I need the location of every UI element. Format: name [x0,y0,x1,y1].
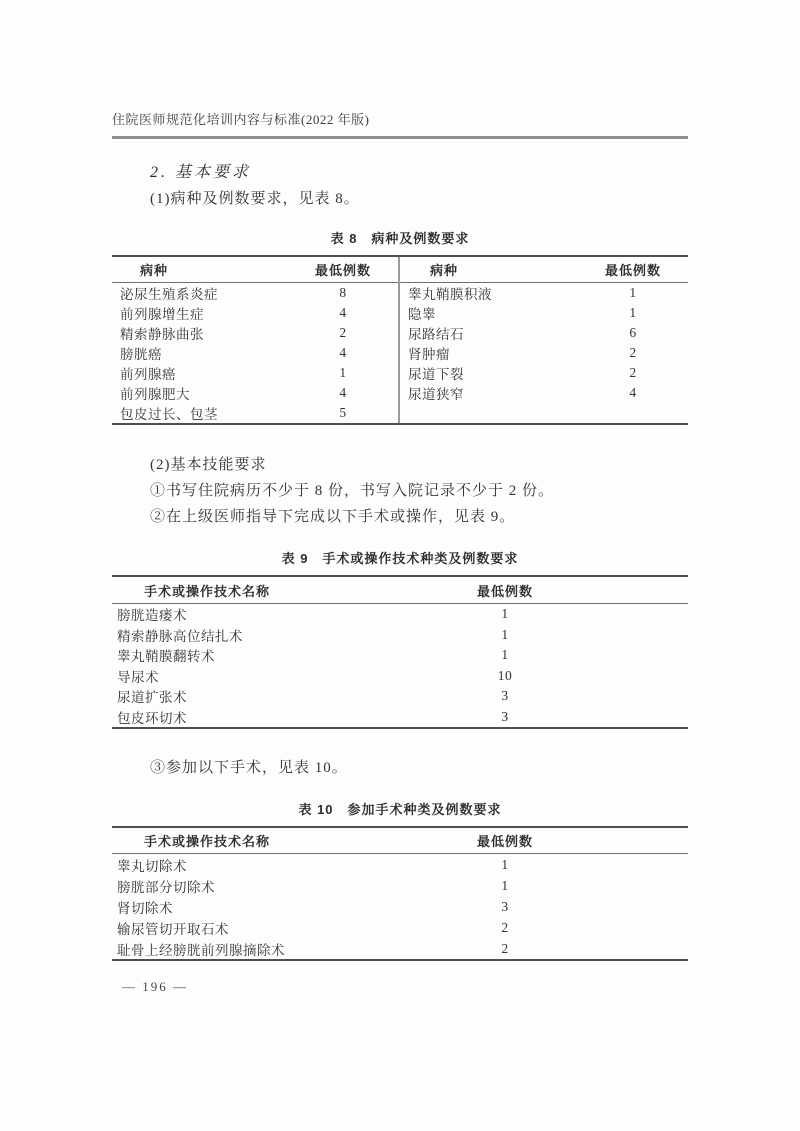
disease-name: 膀胱癌 [120,347,162,362]
table-row [112,604,688,625]
disease-name: 隐睾 [408,307,436,322]
disease-name: 前列腺癌 [120,367,176,382]
min-cases-value: 1 [501,856,509,872]
column-header-min-cases: 最低例数 [314,263,371,278]
min-cases-value: 4 [339,385,347,400]
page-number: — 196 — [122,979,188,994]
min-cases-value: 4 [629,385,637,400]
min-cases-value: 1 [501,606,509,622]
table-9-block [112,550,688,729]
min-cases-value: 3 [501,708,509,724]
min-cases-value: 2 [339,325,347,340]
table-row [112,645,688,666]
table-row [112,875,688,896]
table-row [112,343,398,363]
min-cases-value: 4 [339,345,347,360]
min-cases-value: 3 [501,898,509,914]
table-row [400,283,688,303]
min-cases-value: 2 [501,940,509,956]
min-cases-value: 3 [501,688,509,704]
paragraph-step-1: ①书写住院病历不少于 8 份，书写入院记录不少于 2 份。 [150,483,555,499]
table-9 [112,575,688,729]
min-cases-value: 2 [629,345,637,360]
paragraph-disease-requirements: (1)病种及例数要求，见表 8。 [150,191,360,207]
table-8-title: 表 8 病种及例数要求 [330,231,470,246]
table-10-block [112,801,688,961]
table-row [112,854,688,875]
table-9-header-row [112,577,688,604]
procedure-name: 包皮环切术 [117,710,187,726]
procedure-name: 睾丸切除术 [117,858,187,874]
table-8-block [112,230,688,425]
min-cases-value: 4 [339,305,347,320]
table-row [112,625,688,646]
min-cases-value: 10 [497,667,513,683]
table-row [112,403,398,423]
column-header-procedure: 手术或操作技术名称 [144,834,271,849]
column-header-disease: 病种 [430,263,459,278]
table-row [112,323,398,343]
section-heading: 2. 基本要求 [150,164,252,181]
procedure-name: 膀胱造瘘术 [117,608,187,624]
disease-name: 尿道下裂 [408,367,464,382]
min-cases-value: 1 [501,626,509,642]
table-row [400,383,688,403]
table-row [112,283,398,303]
table-row [400,343,688,363]
min-cases-value: 6 [629,325,637,340]
column-header-min-cases: 最低例数 [604,263,661,278]
running-header: 住院医师规范化培训内容与标准(2022 年版) [112,112,688,139]
procedure-name: 输尿管切开取石术 [117,921,229,937]
table-8-right-half [400,257,688,423]
table-row [112,383,398,403]
table-row-empty [400,403,688,423]
min-cases-value: 2 [629,365,637,380]
procedure-name: 耻骨上经膀胱前列腺摘除术 [117,942,285,958]
disease-name: 睾丸鞘膜积液 [408,287,492,302]
table-row [400,363,688,383]
table-row [112,666,688,687]
table-10-title: 表 10 参加手术种类及例数要求 [298,802,502,817]
procedure-name: 肾切除术 [117,900,173,916]
disease-name: 前列腺肥大 [120,387,190,402]
paragraph-step-3: ③参加以下手术，见表 10。 [150,760,348,776]
column-header-disease: 病种 [140,263,169,278]
table-row [112,707,688,728]
table-10-header-row [112,828,688,854]
table-row [112,686,688,707]
procedure-name: 导尿术 [117,669,159,685]
table-8 [112,255,688,425]
min-cases-value: 2 [501,919,509,935]
table-row [112,917,688,938]
column-header-procedure: 手术或操作技术名称 [144,583,271,599]
min-cases-value: 1 [629,285,637,300]
table-row [400,303,688,323]
disease-name: 尿道狭窄 [408,387,464,402]
table-8-header-row [112,257,398,283]
table-9-title: 表 9 手术或操作技术种类及例数要求 [281,551,519,566]
min-cases-value: 8 [339,285,347,300]
table-row [112,938,688,959]
page-content [112,112,688,995]
disease-name: 精索静脉曲张 [120,327,204,342]
paragraph-step-2: ②在上级医师指导下完成以下手术或操作，见表 9。 [150,509,516,525]
table-row [112,363,398,383]
min-cases-value: 1 [501,877,509,893]
paragraph-skills-heading: (2)基本技能要求 [150,457,267,473]
min-cases-value: 5 [339,405,347,420]
table-row [400,323,688,343]
disease-name: 前列腺增生症 [120,307,204,322]
table-8-left-half [112,257,400,423]
procedure-name: 睾丸鞘膜翻转术 [117,649,215,665]
disease-name: 包皮过长、包茎 [120,407,218,422]
disease-name: 尿路结石 [408,327,464,342]
column-header-min-cases: 最低例数 [476,583,533,599]
procedure-name: 尿道扩张术 [117,690,187,706]
min-cases-value: 1 [629,305,637,320]
column-header-min-cases: 最低例数 [476,834,533,849]
min-cases-value: 1 [339,365,347,380]
table-row [112,303,398,323]
procedure-name: 精索静脉高位结扎术 [117,628,243,644]
disease-name: 肾肿瘤 [408,347,450,362]
procedure-name: 膀胱部分切除术 [117,879,215,895]
table-10 [112,826,688,961]
disease-name: 泌尿生殖系炎症 [120,287,218,302]
table-row [112,896,688,917]
table-8-header-row [400,257,688,283]
min-cases-value: 1 [501,647,509,663]
